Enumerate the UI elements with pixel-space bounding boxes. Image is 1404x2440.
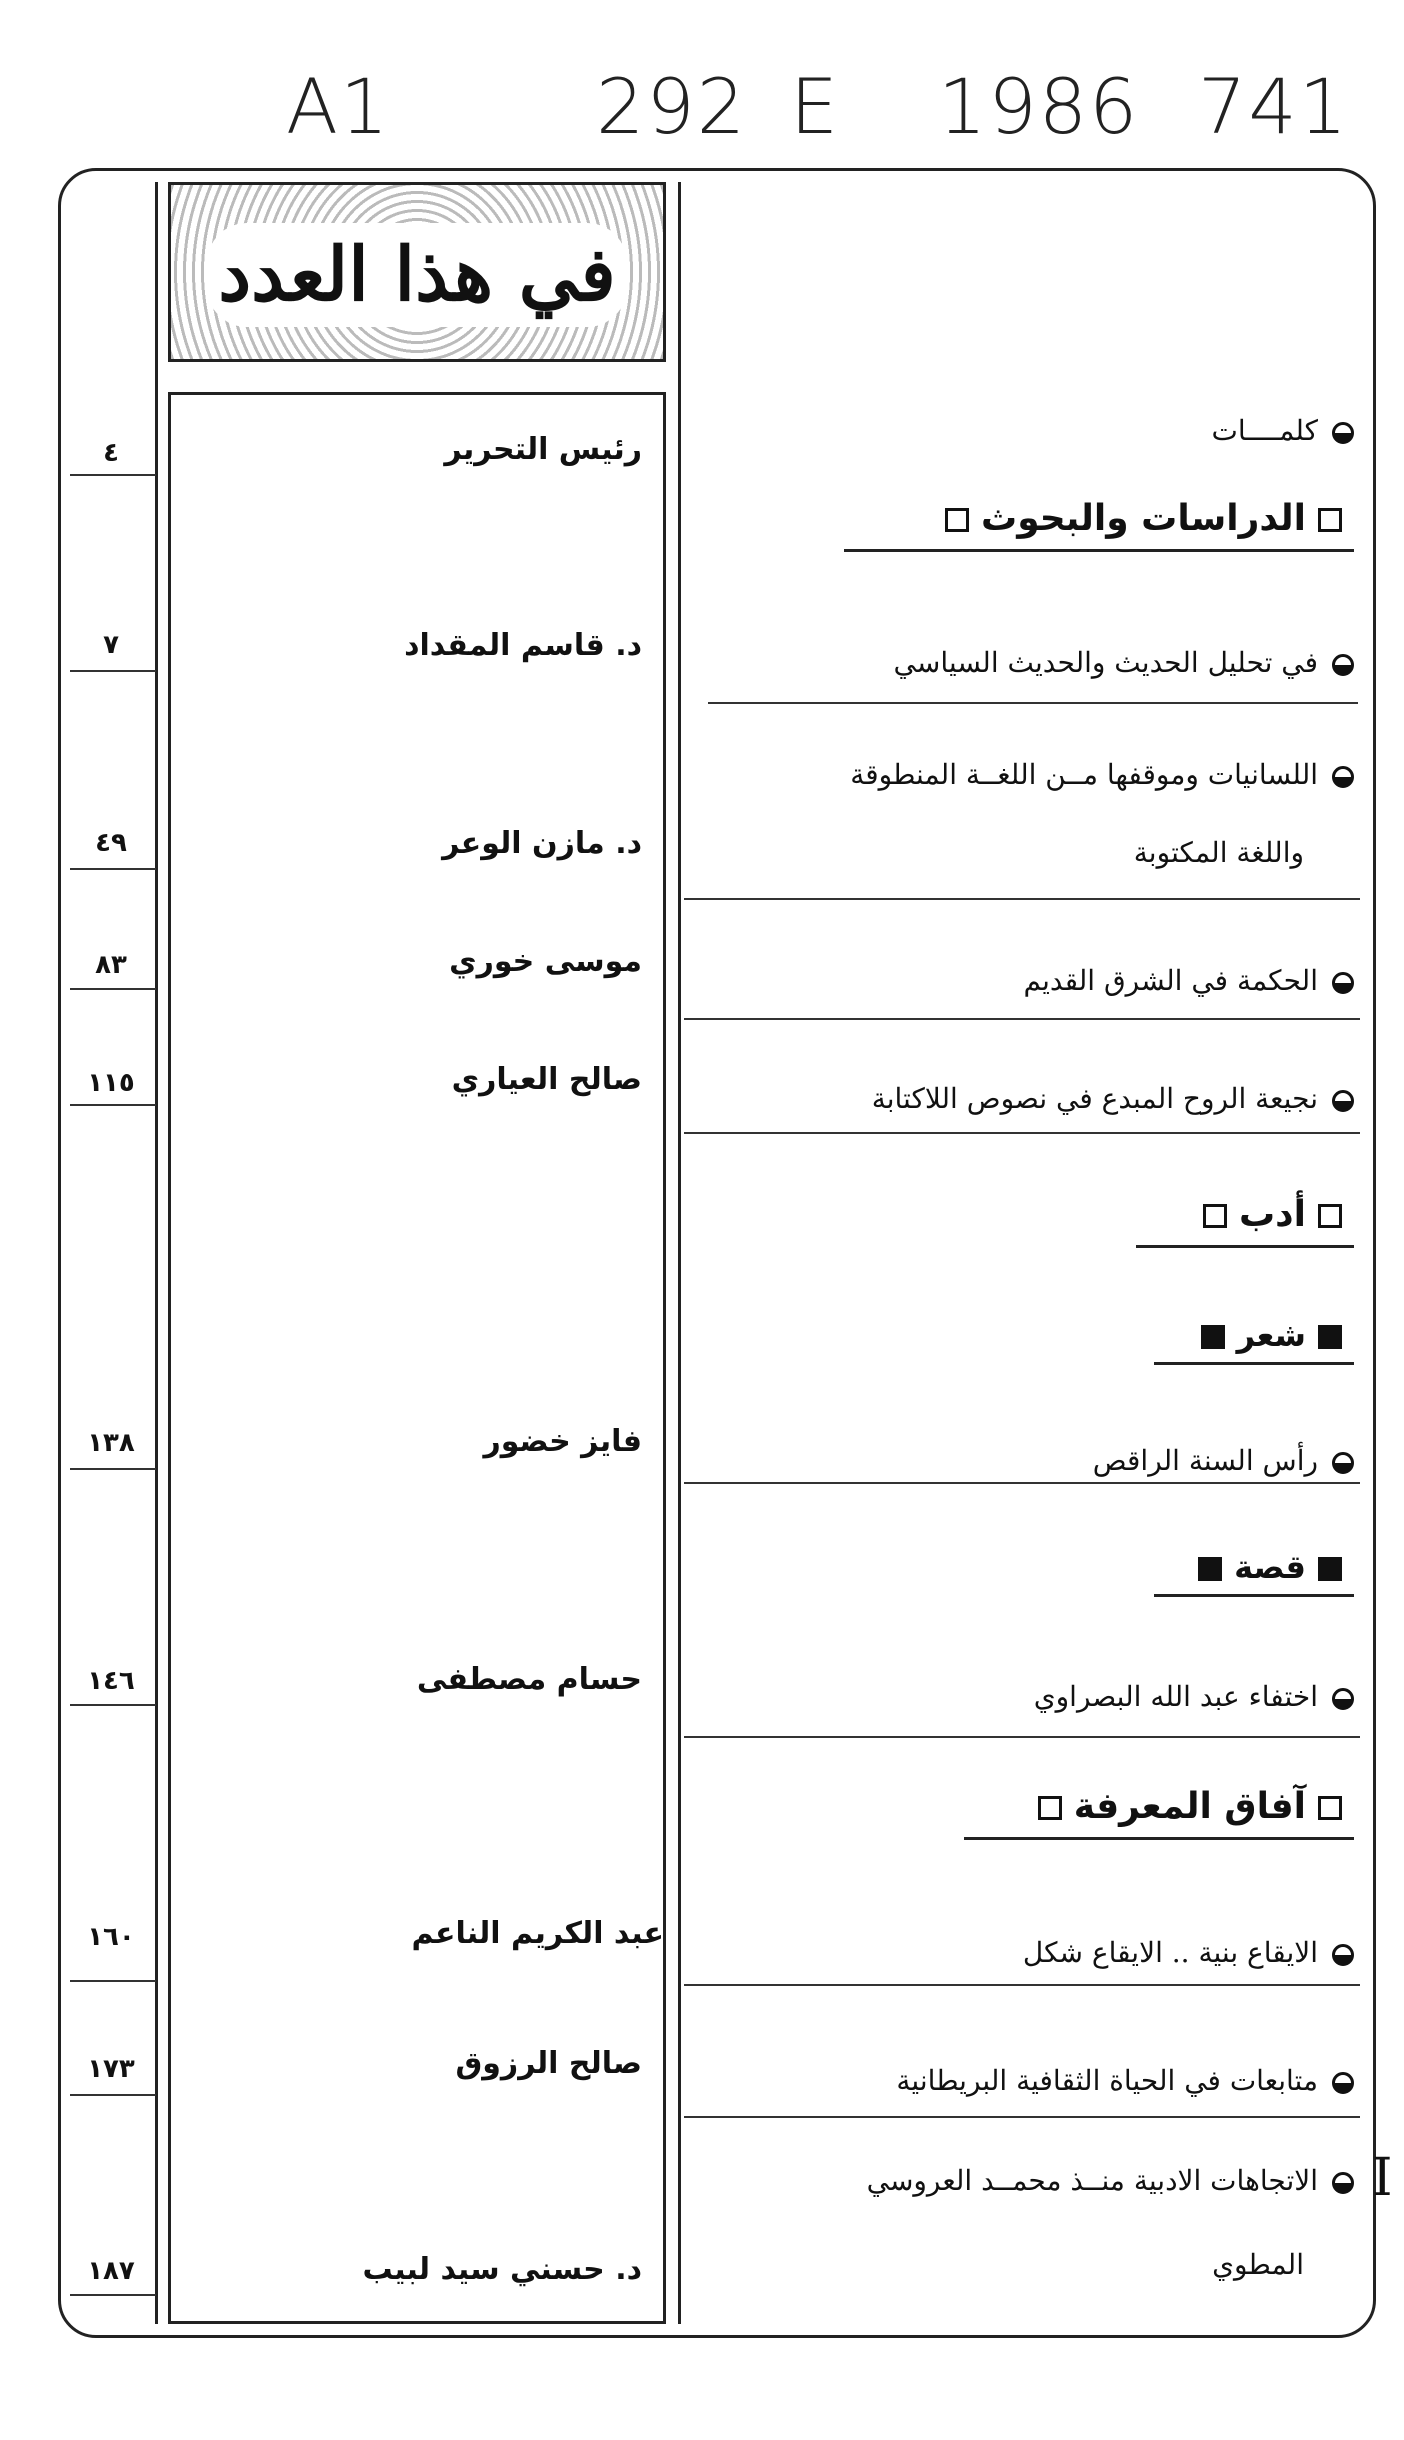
section-studies: [844, 498, 1354, 552]
checkbox-square-icon: [1318, 1796, 1342, 1820]
section-title: آفاق المعرفة: [1073, 1786, 1306, 1827]
page-number-9: ١٧٣: [87, 2054, 135, 2084]
entry-title-text: الايقاع بنية .. الايقاع شكل: [1022, 1936, 1318, 1969]
page-divider: [70, 1104, 156, 1106]
half-circle-bullet-icon: [1332, 1452, 1354, 1474]
half-circle-bullet-icon: [1332, 972, 1354, 994]
banner-title: في هذا العدد: [218, 232, 616, 318]
subsection-title: شعر: [1236, 1316, 1306, 1354]
author-9: صالح الرزوق: [455, 2046, 642, 2081]
entry-title-text: في تحليل الحديث والحديث السياسي: [893, 646, 1318, 679]
divider: [684, 898, 1360, 900]
subsection-title: قصة: [1234, 1548, 1306, 1586]
handwritten-letter: E: [790, 62, 841, 151]
entry-title-text: نجيعة الروح المبدع في نصوص اللاكتابة: [871, 1082, 1318, 1115]
divider: [708, 702, 1358, 704]
author-6: فايز خضور: [483, 1424, 642, 1459]
page-divider: [70, 2094, 156, 2096]
page-divider: [70, 1704, 156, 1706]
page-divider: [70, 868, 156, 870]
entry-title-text: اختفاء عبد الله البصراوي: [1033, 1680, 1318, 1713]
entry-title-8: [714, 1920, 1354, 1986]
author-column: [168, 392, 666, 2324]
entry-title-3: [714, 742, 1354, 808]
entry-title-9: [714, 2048, 1354, 2114]
page-divider: [70, 988, 156, 990]
entry-title-text: كلمــــات: [1211, 414, 1318, 447]
half-circle-bullet-icon: [1332, 766, 1354, 788]
entry-title-2: [714, 630, 1354, 696]
half-circle-bullet-icon: [1332, 1944, 1354, 1966]
page-divider: [70, 2294, 156, 2296]
page-number-1: ٤: [103, 438, 119, 468]
checkbox-square-icon: [1318, 508, 1342, 532]
page-number-7: ١٤٦: [87, 1666, 135, 1696]
entry-title-7: [714, 1664, 1354, 1730]
filled-square-icon: [1201, 1325, 1225, 1349]
checkbox-square-icon: [1038, 1796, 1062, 1820]
handwritten-year: 1986: [938, 62, 1140, 151]
author-10: د. حسني سيد لبيب: [362, 2252, 642, 2287]
author-1: رئيس التحرير: [444, 432, 642, 467]
page-divider: [70, 474, 156, 476]
page-number-5: ١١٥: [87, 1068, 135, 1098]
filled-square-icon: [1198, 1557, 1222, 1581]
subsection-story: [1154, 1548, 1354, 1597]
half-circle-bullet-icon: [1332, 654, 1354, 676]
page-number-6: ١٣٨: [87, 1428, 135, 1458]
entry-title-3-cont: واللغة المكتوبة: [1133, 836, 1304, 869]
divider: [684, 1736, 1360, 1738]
author-3: د. مازن الوعر: [442, 826, 642, 861]
section-literature: [1136, 1194, 1354, 1248]
author-7: حسام مصطفى: [416, 1662, 642, 1697]
page-number-10: ١٨٧: [87, 2256, 135, 2286]
half-circle-bullet-icon: [1332, 1090, 1354, 1112]
checkbox-square-icon: [1203, 1204, 1227, 1228]
handwritten-serial: 741: [1198, 62, 1350, 151]
divider: [684, 2116, 1360, 2118]
handwritten-code: A1: [286, 62, 391, 151]
page-number-column: [66, 182, 158, 2324]
entry-title-6: [714, 1428, 1354, 1494]
author-4: موسى خوري: [449, 944, 642, 979]
author-5: صالح العياري: [451, 1062, 642, 1097]
page-divider: [70, 1468, 156, 1470]
page-number-4: ٨٣: [95, 950, 127, 980]
entry-title-text: الحكمة في الشرق القديم: [1023, 964, 1318, 997]
entry-title-4: [714, 948, 1354, 1014]
entry-title-text: اللسانيات وموقفها مــن اللغــة المنطوقة: [850, 758, 1318, 791]
entry-title-text: رأس السنة الراقص: [1092, 1444, 1318, 1477]
half-circle-bullet-icon: [1332, 422, 1354, 444]
filled-square-icon: [1318, 1325, 1342, 1349]
entry-title-1: [714, 398, 1354, 464]
divider: [684, 1132, 1360, 1134]
handwritten-number: 292: [596, 62, 748, 151]
half-circle-bullet-icon: [1332, 1688, 1354, 1710]
margin-mark: I: [1372, 2148, 1393, 2208]
author-8: عبد الكريم الناعم: [411, 1916, 664, 1951]
page-divider: [70, 1980, 156, 1982]
section-title: أدب: [1239, 1194, 1306, 1235]
entry-title-text: الاتجاهات الادبية منــذ محمــد العروسي: [866, 2164, 1318, 2197]
checkbox-square-icon: [1318, 1204, 1342, 1228]
filled-square-icon: [1318, 1557, 1342, 1581]
banner-inner: [207, 223, 627, 327]
subsection-poetry: [1154, 1316, 1354, 1365]
author-2: د. قاسم المقداد: [404, 628, 642, 663]
page-number-2: ٧: [103, 630, 119, 660]
checkbox-square-icon: [945, 508, 969, 532]
entry-title-10-cont: المطوي: [1212, 2248, 1304, 2281]
half-circle-bullet-icon: [1332, 2072, 1354, 2094]
divider: [684, 1984, 1360, 1986]
entry-title-10: [714, 2148, 1354, 2214]
banner: [168, 182, 666, 362]
divider: [684, 1482, 1360, 1484]
section-title: الدراسات والبحوث: [981, 498, 1306, 539]
half-circle-bullet-icon: [1332, 2172, 1354, 2194]
section-knowledge: [964, 1786, 1354, 1840]
entry-title-5: [714, 1066, 1354, 1132]
divider: [684, 1018, 1360, 1020]
page-number-8: ١٦٠: [87, 1922, 135, 1952]
page-divider: [70, 670, 156, 672]
page-number-3: ٤٩: [95, 828, 127, 858]
entry-title-text: متابعات في الحياة الثقافية البريطانية: [896, 2064, 1318, 2097]
